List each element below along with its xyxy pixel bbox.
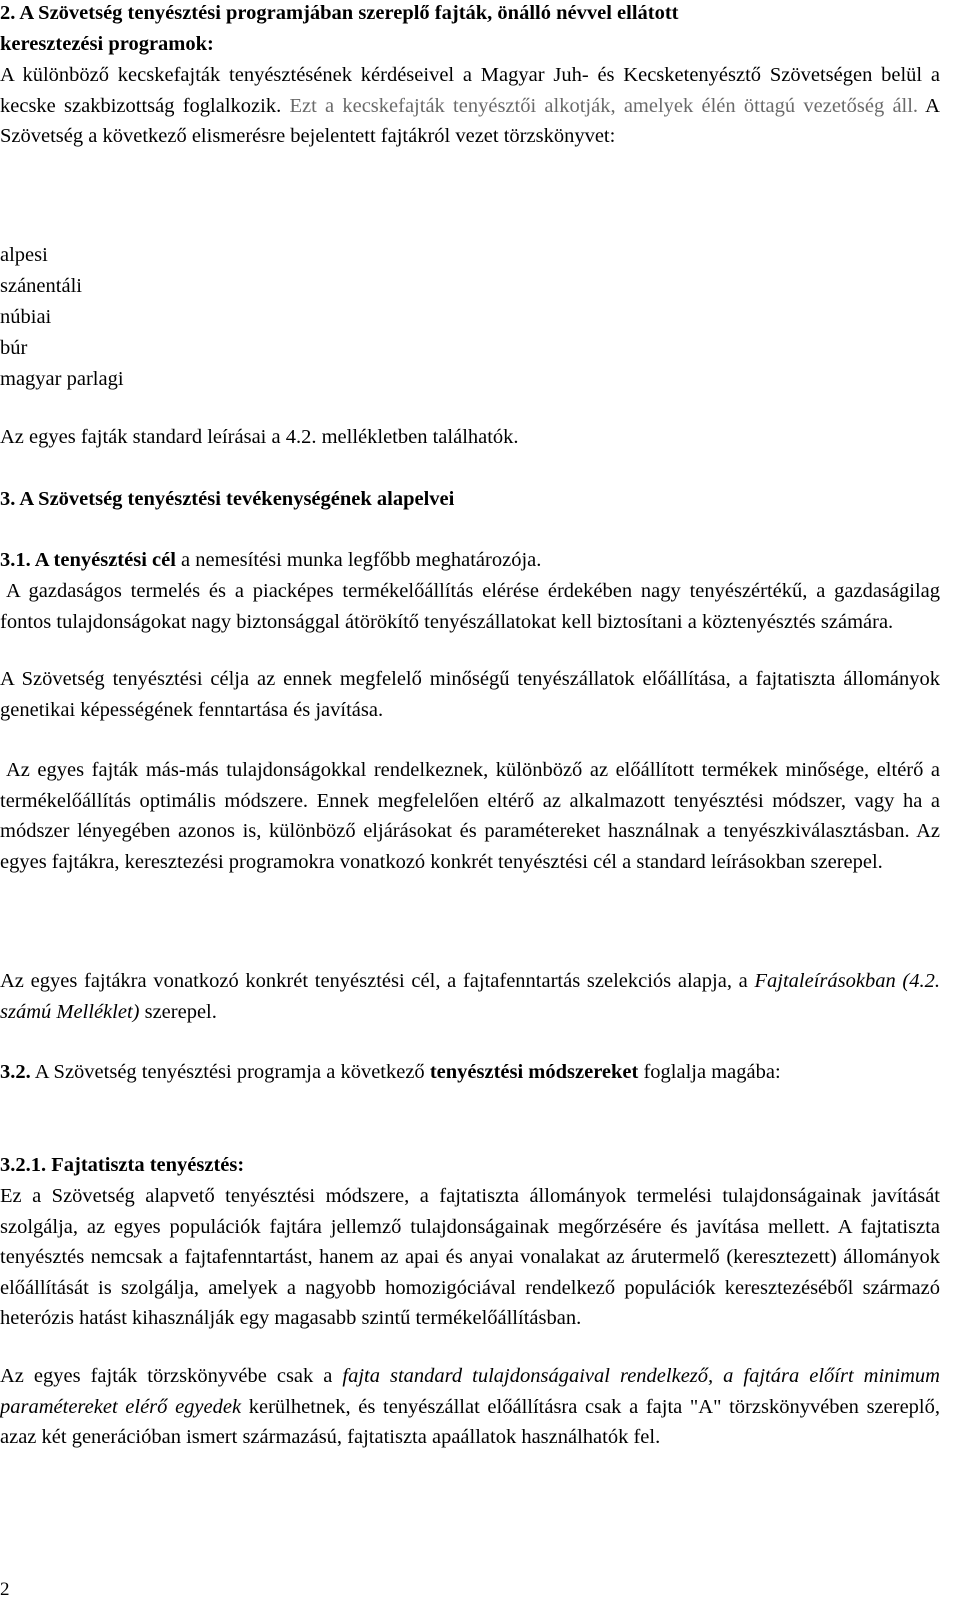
para-4-italic-reference: Fajtaleírásokban (4.2. számú Melléklet)	[0, 970, 940, 1023]
page-number: 2	[0, 1579, 10, 1600]
para-2-start: Az egyes fajták törzskönyvébe csak a	[0, 1365, 343, 1387]
breed-list-item: alpesi	[0, 244, 48, 266]
intro-text-dark: A különböző kecskefajták tenyésztésének kérdéseivel a Magyar Juh- és Kecsketenyésztő Szövetségen belül a kecske szakbizottság foglalkozik.	[0, 64, 940, 117]
section-3-2-bold-methods: tenyésztési módszereket	[429, 1061, 639, 1083]
section-3-2-1-heading: 3.2.1. Fajtatiszta tenyésztés:	[0, 1154, 245, 1176]
section-3-2-number: 3.2.	[0, 1061, 31, 1083]
breed-list-item: búr	[0, 337, 28, 359]
para-2-italic: fajta standard tulajdonságaival rendelkező, a fajtára előírt minimum paramétereket elérő egyedek	[0, 1365, 940, 1418]
para-4-text: Az egyes fajtákra vonatkozó konkrét tenyésztési cél, a fajtafenntartás szelekciós alapja, a	[0, 970, 755, 992]
section-3-1-paragraph-4	[0, 966, 940, 1027]
breed-list-item: szánentáli	[0, 275, 82, 297]
breed-list-item: magyar parlagi	[0, 368, 124, 390]
breed-list	[0, 240, 940, 395]
intro-text-tail: A Szövetség a következő elismerésre bejelentett fajtákról vezet törzskönyvet:	[0, 94, 940, 147]
section-3-1-heading-rest: a nemesítési munka legfőbb meghatározója.	[175, 549, 542, 571]
section-2-heading-line2: keresztezési programok:	[0, 32, 214, 55]
section-3-heading: 3. A Szövetség tenyésztési tevékenységének alapelvei	[0, 488, 455, 510]
section-3-1-paragraph-2: A Szövetség tenyésztési célja az ennek megfelelő minőségű tenyészállatok előállítása, a fajtatiszta állományok genetikai képességének fenntartása és javítása.	[0, 668, 940, 721]
section-3-1-number: 3.1.	[0, 549, 31, 571]
section-3-2-1-paragraph-1: Ez a Szövetség alapvető tenyésztési módszere, a fajtatiszta állományok termelési tulajdonságainak javítását szolgálja, az egyes populációk fajtára jellemző tulajdonságainak megőrzésére és javítása mellett. A fajtatiszta tenyésztés nemcsak a fajtafenntartást, hanem az apai és anyai vonalakat az árutermelő (keresztezett) állományok előállítását is szolgálja, amelyek a nagyobb homozigóciával rendelkező populációk keresztezéséből származó heterózis hatást kihasználják egy magasabb szintű termékelőállításban.	[0, 1185, 940, 1329]
section-2-intro-paragraph	[0, 60, 940, 152]
section-3-2-paragraph	[0, 1057, 940, 1088]
section-3-2-text-1: A Szövetség tenyésztési programja a következő	[30, 1061, 430, 1083]
para-4-tail: szerepel.	[139, 1000, 217, 1023]
section-3-2-1-paragraph-2	[0, 1361, 940, 1453]
section-3-1-paragraph-3: Az egyes fajták más-más tulajdonságokkal rendelkeznek, különböző az előállított termékek minősége, eltérő a termékelőállítás optimális módszere. Ennek megfelelően eltérő az alkalmazott tenyésztési módszer, vagy ha a módszer lényegében azonos is, különböző eljárásokat és paramétereket használnak a tenyészkiválasztásban. Az egyes fajtákra, keresztezési programokra vonatkozó konkrét tenyésztési cél a standard leírásokban szerepel.	[0, 759, 940, 873]
section-3-1-heading	[0, 545, 940, 576]
standards-note: Az egyes fajták standard leírásai a 4.2. mellékletben találhatók.	[0, 426, 519, 448]
section-3-1-heading-bold: A tenyésztési cél	[30, 549, 176, 571]
section-3-1-paragraph-1: A gazdaságos termelés és a piacképes termékelőállítás elérése érdekében nagy tenyészértékű, a gazdaságilag fontos tulajdonságokat nagy biztonsággal átörökítő tenyészállatokat kell biztosítani a köztenyésztés számára.	[0, 580, 940, 633]
intro-text-light: Ezt a kecskefajták tenyésztői alkotják, amelyek élén öttagú vezetőség áll.	[281, 94, 919, 117]
section-2-heading	[0, 0, 940, 59]
breed-list-item: núbiai	[0, 306, 52, 328]
section-3-2-text-2: foglalja magába:	[638, 1061, 781, 1083]
para-2-end: kerülhetnek, és tenyészállat előállításra csak a fajta "A" törzskönyvében szereplő, azaz két generációban ismert származású, fajtatiszta apaállatok használhatók fel.	[0, 1395, 940, 1448]
section-2-heading-line1: 2. A Szövetség tenyésztési programjában szereplő fajták, önálló névvel ellátott	[0, 2, 679, 24]
